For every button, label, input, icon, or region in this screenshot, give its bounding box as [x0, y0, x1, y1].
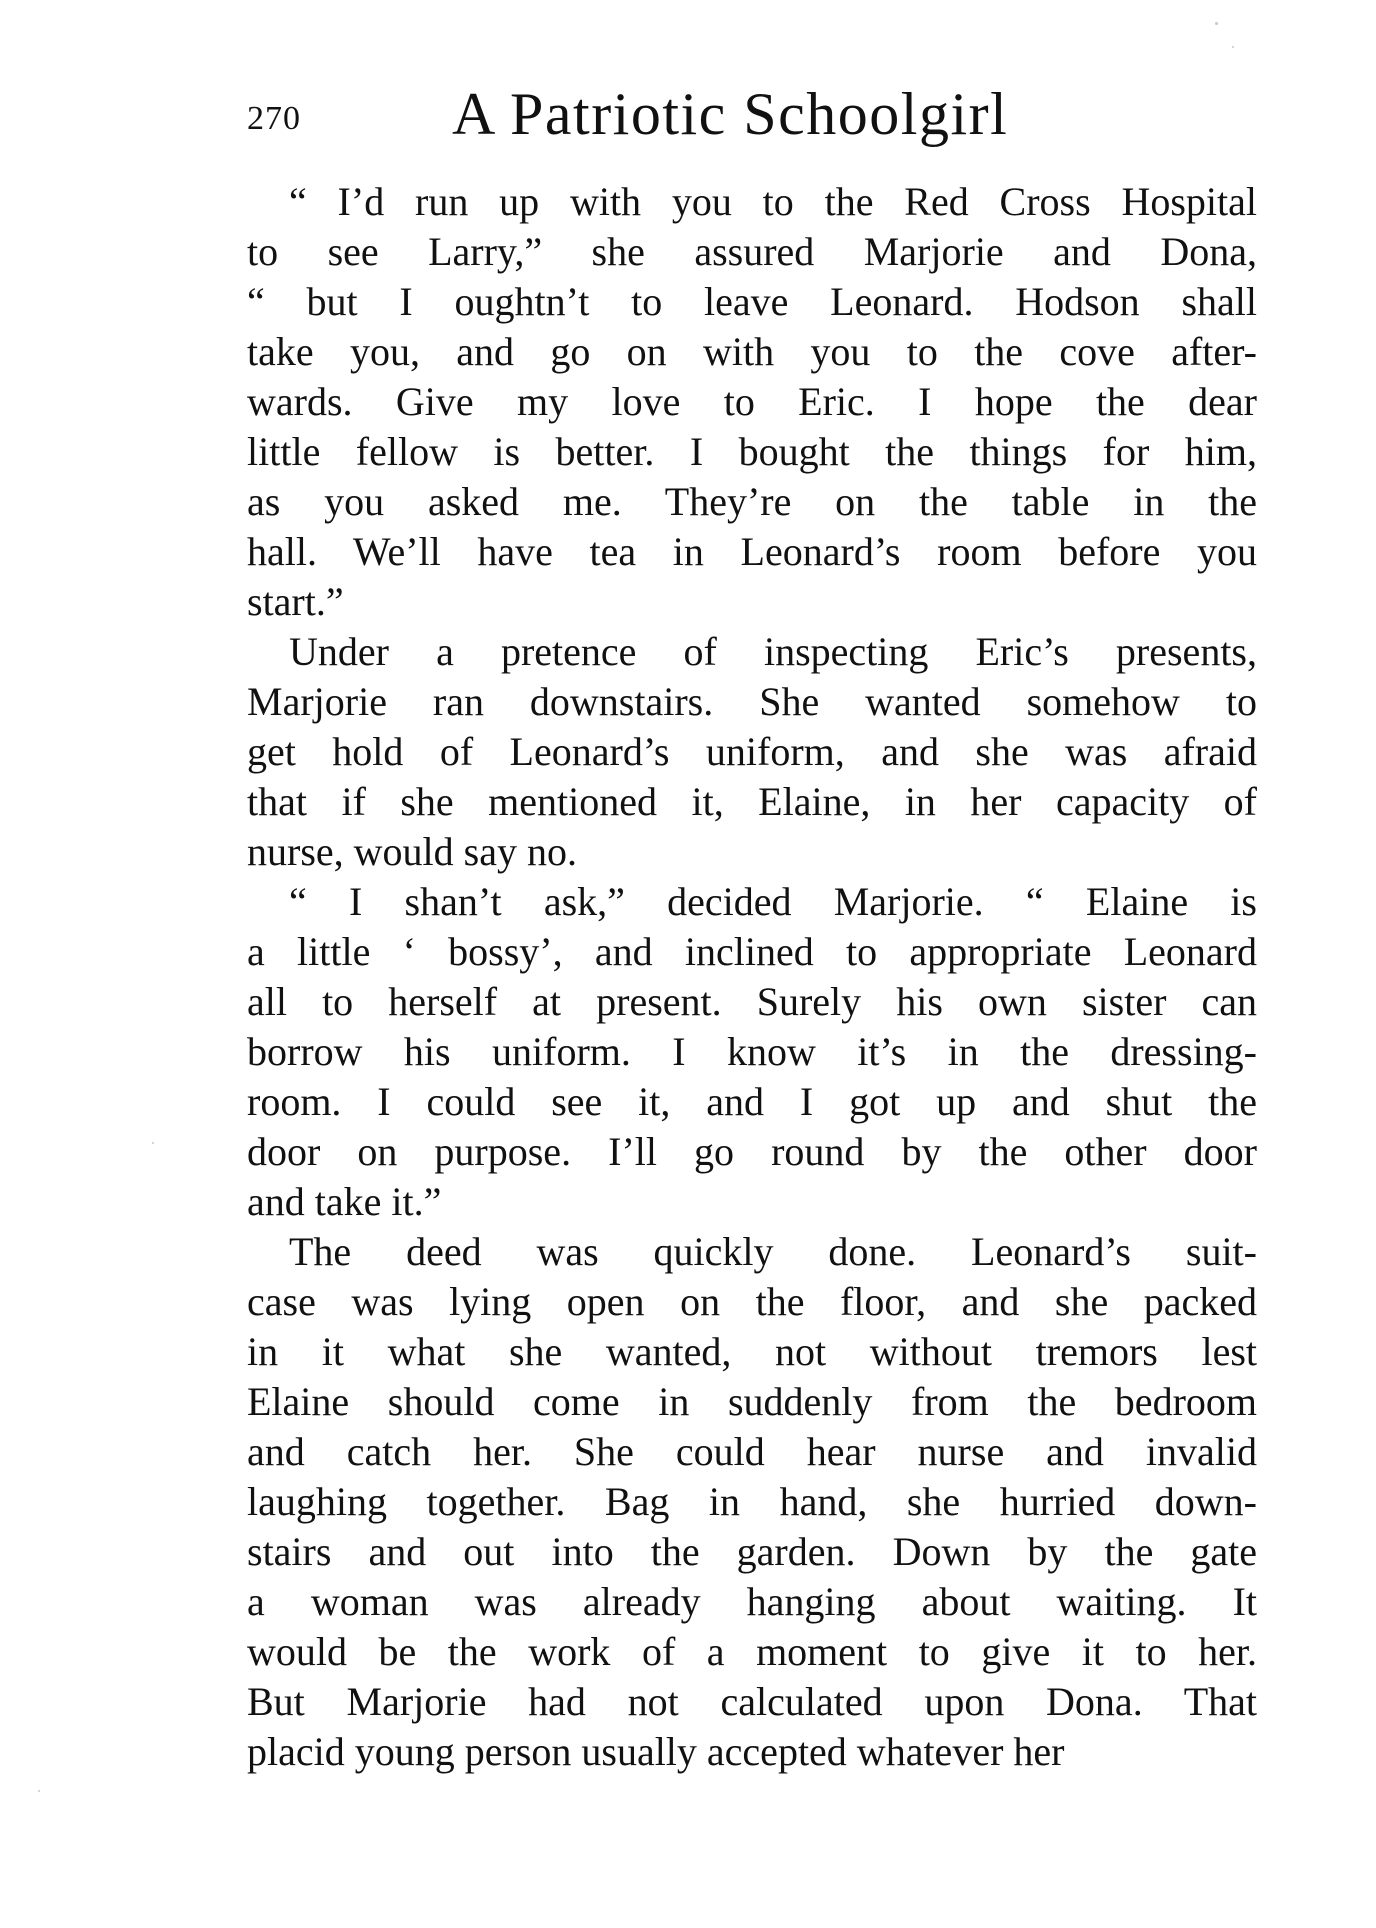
text-line: hall. We’ll have tea in Leonard’s room before you	[247, 529, 1257, 574]
text-line: that if she mentioned it, Elaine, in her capacity of	[247, 779, 1257, 824]
paragraph	[247, 177, 1257, 627]
running-title: A Patriotic Schoolgirl	[452, 81, 1009, 147]
page-number: 270	[247, 100, 301, 137]
paper-speck	[1232, 46, 1234, 48]
paper-speck	[1215, 22, 1218, 25]
paragraph	[247, 627, 1257, 877]
body-text	[247, 177, 1257, 1777]
text-line: to see Larry,” she assured Marjorie and Dona,	[247, 229, 1257, 274]
page-header	[247, 80, 1277, 160]
text-line: Under a pretence of inspecting Eric’s presents,	[289, 629, 1257, 674]
text-line: nurse, would say no.	[247, 829, 577, 874]
text-line: take you, and go on with you to the cove after-	[247, 329, 1257, 374]
text-line: a little ‘ bossy’, and inclined to appropriate Leonard	[247, 929, 1257, 974]
text-line: all to herself at present. Surely his own sister can	[247, 979, 1257, 1024]
text-line: start.”	[247, 579, 344, 624]
text-line: “ I’d run up with you to the Red Cross Hospital	[289, 179, 1257, 224]
text-line: borrow his uniform. I know it’s in the dressing-	[247, 1029, 1257, 1074]
paper-speck	[152, 1142, 154, 1144]
text-line: room. I could see it, and I got up and shut the	[247, 1079, 1257, 1124]
text-line: Elaine should come in suddenly from the bedroom	[247, 1379, 1257, 1424]
text-line: would be the work of a moment to give it to her.	[247, 1629, 1257, 1674]
text-line: But Marjorie had not calculated upon Dona. That	[247, 1679, 1257, 1724]
paragraph	[247, 877, 1257, 1227]
text-line: get hold of Leonard’s uniform, and she was afraid	[247, 729, 1257, 774]
paragraph	[247, 1227, 1257, 1777]
text-line: in it what she wanted, not without tremors lest	[247, 1329, 1257, 1374]
text-line: “ but I oughtn’t to leave Leonard. Hodson shall	[247, 279, 1257, 324]
text-line: as you asked me. They’re on the table in the	[247, 479, 1257, 524]
text-line: a woman was already hanging about waiting. It	[247, 1579, 1257, 1624]
text-line: “ I shan’t ask,” decided Marjorie. “ Elaine is	[289, 879, 1257, 924]
text-line: laughing together. Bag in hand, she hurried down-	[247, 1479, 1257, 1524]
text-line: The deed was quickly done. Leonard’s suit-	[289, 1229, 1257, 1274]
text-line: and catch her. She could hear nurse and invalid	[247, 1429, 1257, 1474]
text-line: Marjorie ran downstairs. She wanted somehow to	[247, 679, 1257, 724]
text-line: wards. Give my love to Eric. I hope the dear	[247, 379, 1257, 424]
text-line: placid young person usually accepted whatever her	[247, 1729, 1065, 1774]
text-line: and take it.”	[247, 1179, 442, 1224]
text-line: stairs and out into the garden. Down by the gate	[247, 1529, 1257, 1574]
text-line: case was lying open on the floor, and she packed	[247, 1279, 1257, 1324]
text-line: little fellow is better. I bought the things for him,	[247, 429, 1257, 474]
paper-speck	[38, 1790, 40, 1792]
text-line: door on purpose. I’ll go round by the other door	[247, 1129, 1257, 1174]
